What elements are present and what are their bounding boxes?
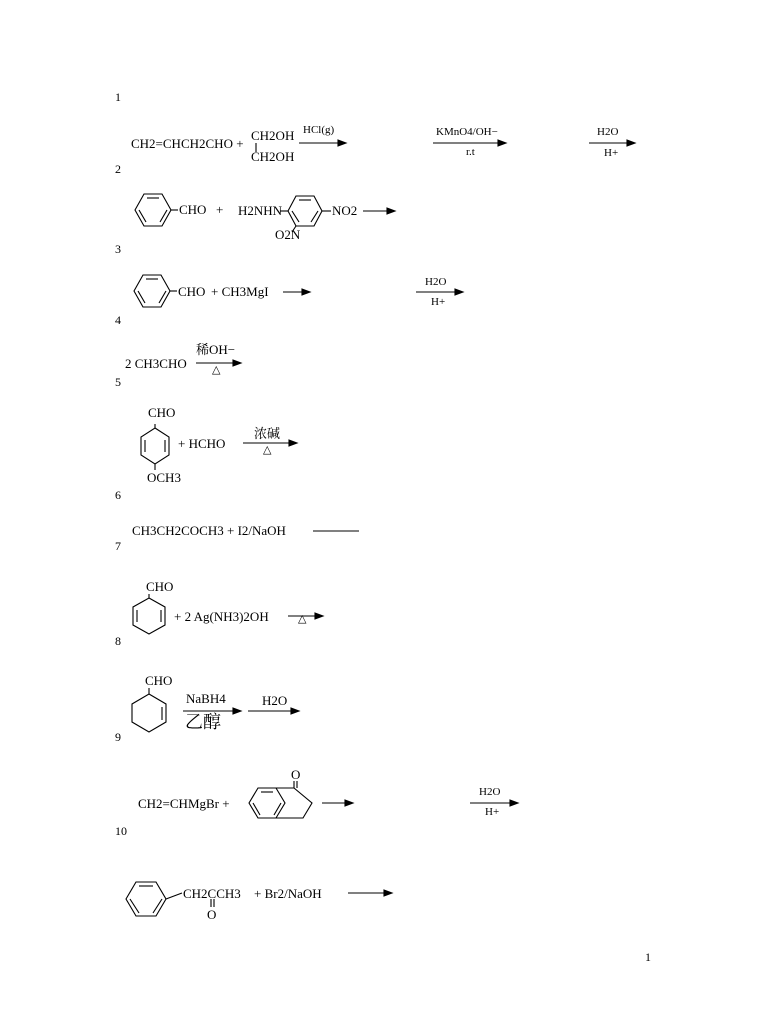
reaction-number: 3 bbox=[115, 242, 121, 256]
arrowhead bbox=[302, 289, 310, 295]
substituent-label: NO2 bbox=[332, 203, 358, 218]
reaction-number: 10 bbox=[115, 824, 127, 838]
arrowhead bbox=[510, 800, 518, 806]
arrowhead bbox=[387, 208, 395, 214]
reagent-formula: + 2 Ag(NH3)2OH bbox=[174, 609, 269, 624]
condition-label: HCl(g) bbox=[303, 124, 335, 136]
tetralone-icon bbox=[249, 781, 312, 818]
reagent-formula: H2NHN bbox=[238, 203, 283, 218]
condition-label: 稀OH− bbox=[196, 342, 236, 357]
cyclohexene-ring-icon bbox=[132, 688, 166, 732]
condition-label: △ bbox=[298, 613, 307, 625]
arrowhead bbox=[498, 140, 506, 146]
reactant-formula: CH2=CHMgBr + bbox=[138, 796, 230, 811]
reaction-number: 5 bbox=[115, 375, 121, 389]
arrowhead bbox=[384, 890, 392, 896]
substituent-label: CHO bbox=[179, 202, 207, 217]
substituent-label: O2N bbox=[275, 227, 301, 242]
condition-label: △ bbox=[212, 364, 221, 376]
condition-label: NaBH4 bbox=[186, 691, 226, 706]
benzene-ring-icon bbox=[135, 194, 178, 226]
arrowhead bbox=[315, 613, 323, 619]
benzene-ring-icon bbox=[134, 275, 177, 307]
condition-label: r.t bbox=[466, 146, 475, 158]
arrowhead bbox=[289, 440, 297, 446]
diol-bottom: CH2OH bbox=[251, 149, 295, 164]
reaction-number: 2 bbox=[115, 162, 121, 176]
substituent-label: O bbox=[207, 907, 217, 922]
condition-label: H2O bbox=[479, 786, 501, 798]
benzene-ring-icon bbox=[141, 424, 169, 470]
reagent-formula: + Br2/NaOH bbox=[254, 886, 322, 901]
reactant-formula: CH3CH2COCH3 + I2/NaOH bbox=[132, 523, 286, 538]
condition-label: H2O bbox=[597, 126, 619, 138]
substituent-label: O bbox=[291, 767, 301, 782]
diol-top: CH2OH bbox=[251, 128, 295, 143]
substituent-label: CH2CCH3 bbox=[183, 886, 241, 901]
condition-label: H+ bbox=[604, 147, 619, 159]
arrowhead bbox=[455, 289, 463, 295]
condition-label: KMnO4/OH− bbox=[436, 126, 498, 138]
arrowhead bbox=[338, 140, 346, 146]
substituent-label: CHO bbox=[145, 673, 173, 688]
condition-label: H+ bbox=[485, 806, 500, 818]
benzene-ring-icon bbox=[126, 882, 182, 916]
condition-label: H2O bbox=[425, 276, 447, 288]
condition-label: 乙醇 bbox=[185, 712, 221, 732]
reaction-number: 7 bbox=[115, 539, 121, 553]
page-number: 1 bbox=[645, 950, 651, 964]
condition-label: 浓碱 bbox=[254, 426, 281, 441]
reagent-formula: + CH3MgI bbox=[211, 284, 269, 299]
substituent-label: CHO bbox=[148, 405, 176, 420]
reagent-formula: + HCHO bbox=[178, 436, 226, 451]
reactant-formula: 2 CH3CHO bbox=[125, 356, 187, 371]
condition-label: △ bbox=[263, 444, 272, 456]
reaction-number: 8 bbox=[115, 634, 121, 648]
reaction-number: 9 bbox=[115, 730, 121, 744]
condition-label: H+ bbox=[431, 296, 446, 308]
reaction-number: 1 bbox=[115, 90, 121, 104]
reactant-formula: CH2=CHCH2CHO + bbox=[131, 136, 244, 151]
substituent-label: CHO bbox=[178, 284, 206, 299]
reaction-number: 6 bbox=[115, 488, 121, 502]
substituent-label: CHO bbox=[146, 579, 174, 594]
arrowhead bbox=[291, 708, 299, 714]
arrowhead bbox=[345, 800, 353, 806]
benzene-ring-icon bbox=[133, 594, 165, 634]
plus-sign: + bbox=[216, 202, 224, 217]
condition-label: H2O bbox=[262, 693, 288, 708]
arrowhead bbox=[233, 360, 241, 366]
reaction-number: 4 bbox=[115, 313, 121, 327]
arrowhead bbox=[233, 708, 241, 714]
arrowhead bbox=[627, 140, 635, 146]
substituent-label: OCH3 bbox=[147, 470, 181, 485]
